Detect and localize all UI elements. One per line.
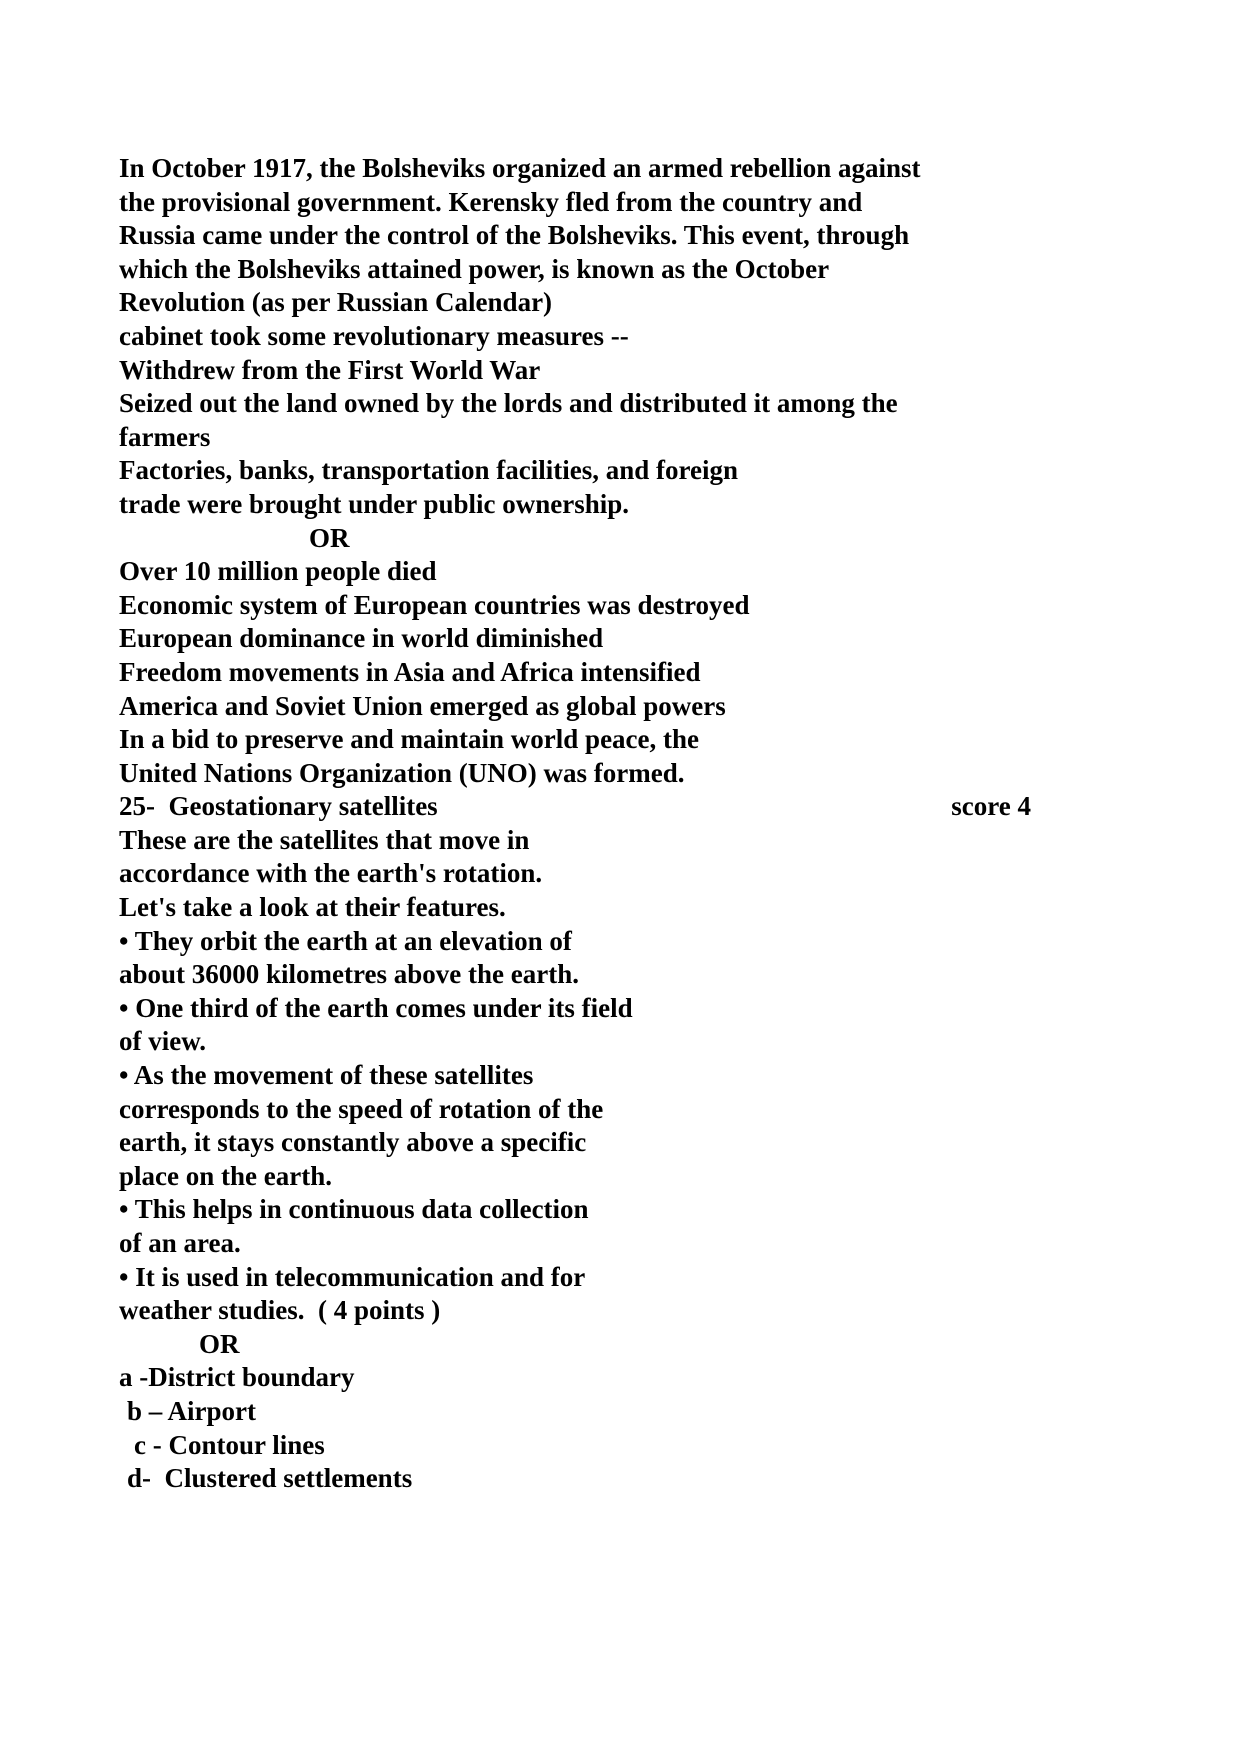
map-item-c: c - Contour lines bbox=[134, 1429, 325, 1460]
question-score: score 4 bbox=[951, 791, 1031, 822]
text-line: which the Bolsheviks attained power, is known as the October bbox=[119, 253, 830, 284]
text-line: farmers bbox=[119, 421, 211, 452]
october-revolution-paragraph bbox=[119, 152, 1099, 522]
text-line: Russia came under the control of the Bolsheviks. This event, through bbox=[119, 220, 910, 251]
or-separator: OR bbox=[309, 522, 350, 553]
text-line: Revolution (as per Russian Calendar) bbox=[119, 287, 553, 318]
satellites-answer bbox=[119, 824, 1099, 1328]
text-line: cabinet took some revolutionary measures -- bbox=[119, 320, 629, 351]
text-line: Factories, banks, transportation facilities, and foreign bbox=[119, 455, 738, 486]
text-line: weather studies. ( 4 points ) bbox=[119, 1295, 441, 1326]
text-line: In October 1917, the Bolsheviks organized an armed rebellion against bbox=[119, 153, 921, 183]
text-line: Economic system of European countries was destroyed bbox=[119, 589, 750, 620]
text-line: America and Soviet Union emerged as global powers bbox=[119, 690, 726, 721]
bullet-line: • One third of the earth comes under its field bbox=[119, 992, 633, 1023]
text-line: Freedom movements in Asia and Africa intensified bbox=[119, 656, 701, 687]
text-line: the provisional government. Kerensky fled from the country and bbox=[119, 186, 863, 217]
text-line: earth, it stays constantly above a specific bbox=[119, 1127, 587, 1158]
question-25-heading bbox=[119, 790, 1031, 824]
bullet-line: • This helps in continuous data collection bbox=[119, 1194, 589, 1225]
question-title: 25- Geostationary satellites bbox=[119, 791, 438, 822]
bullet-line: • They orbit the earth at an elevation of bbox=[119, 925, 572, 956]
text-line: Let's take a look at their features. bbox=[119, 892, 506, 923]
text-line: about 36000 kilometres above the earth. bbox=[119, 959, 579, 990]
map-item-d: d- Clustered settlements bbox=[127, 1463, 413, 1494]
text-line: Withdrew from the First World War bbox=[119, 354, 541, 385]
text-line: of view. bbox=[119, 1026, 206, 1057]
text-line: European dominance in world diminished bbox=[119, 623, 604, 654]
bullet-line: • As the movement of these satellites bbox=[119, 1060, 534, 1091]
bullet-line: • It is used in telecommunication and for bbox=[119, 1261, 586, 1292]
text-line: In a bid to preserve and maintain world peace, the bbox=[119, 724, 700, 755]
war-consequences-list bbox=[119, 555, 1099, 790]
text-line: Over 10 million people died bbox=[119, 556, 437, 587]
map-item-a: a -District boundary bbox=[119, 1362, 355, 1393]
text-line: accordance with the earth's rotation. bbox=[119, 858, 543, 889]
map-item-b: b – Airport bbox=[127, 1395, 257, 1426]
text-line: of an area. bbox=[119, 1228, 241, 1258]
text-line: These are the satellites that move in bbox=[119, 824, 530, 855]
page-content bbox=[119, 152, 1099, 1496]
text-line: trade were brought under public ownership. bbox=[119, 488, 630, 519]
or-separator: OR bbox=[199, 1328, 240, 1359]
text-line: place on the earth. bbox=[119, 1160, 332, 1191]
text-line: United Nations Organization (UNO) was formed. bbox=[119, 757, 685, 788]
map-items-list bbox=[119, 1361, 1099, 1495]
text-line: corresponds to the speed of rotation of the bbox=[119, 1093, 604, 1124]
text-line: Seized out the land owned by the lords and distributed it among the bbox=[119, 388, 898, 419]
